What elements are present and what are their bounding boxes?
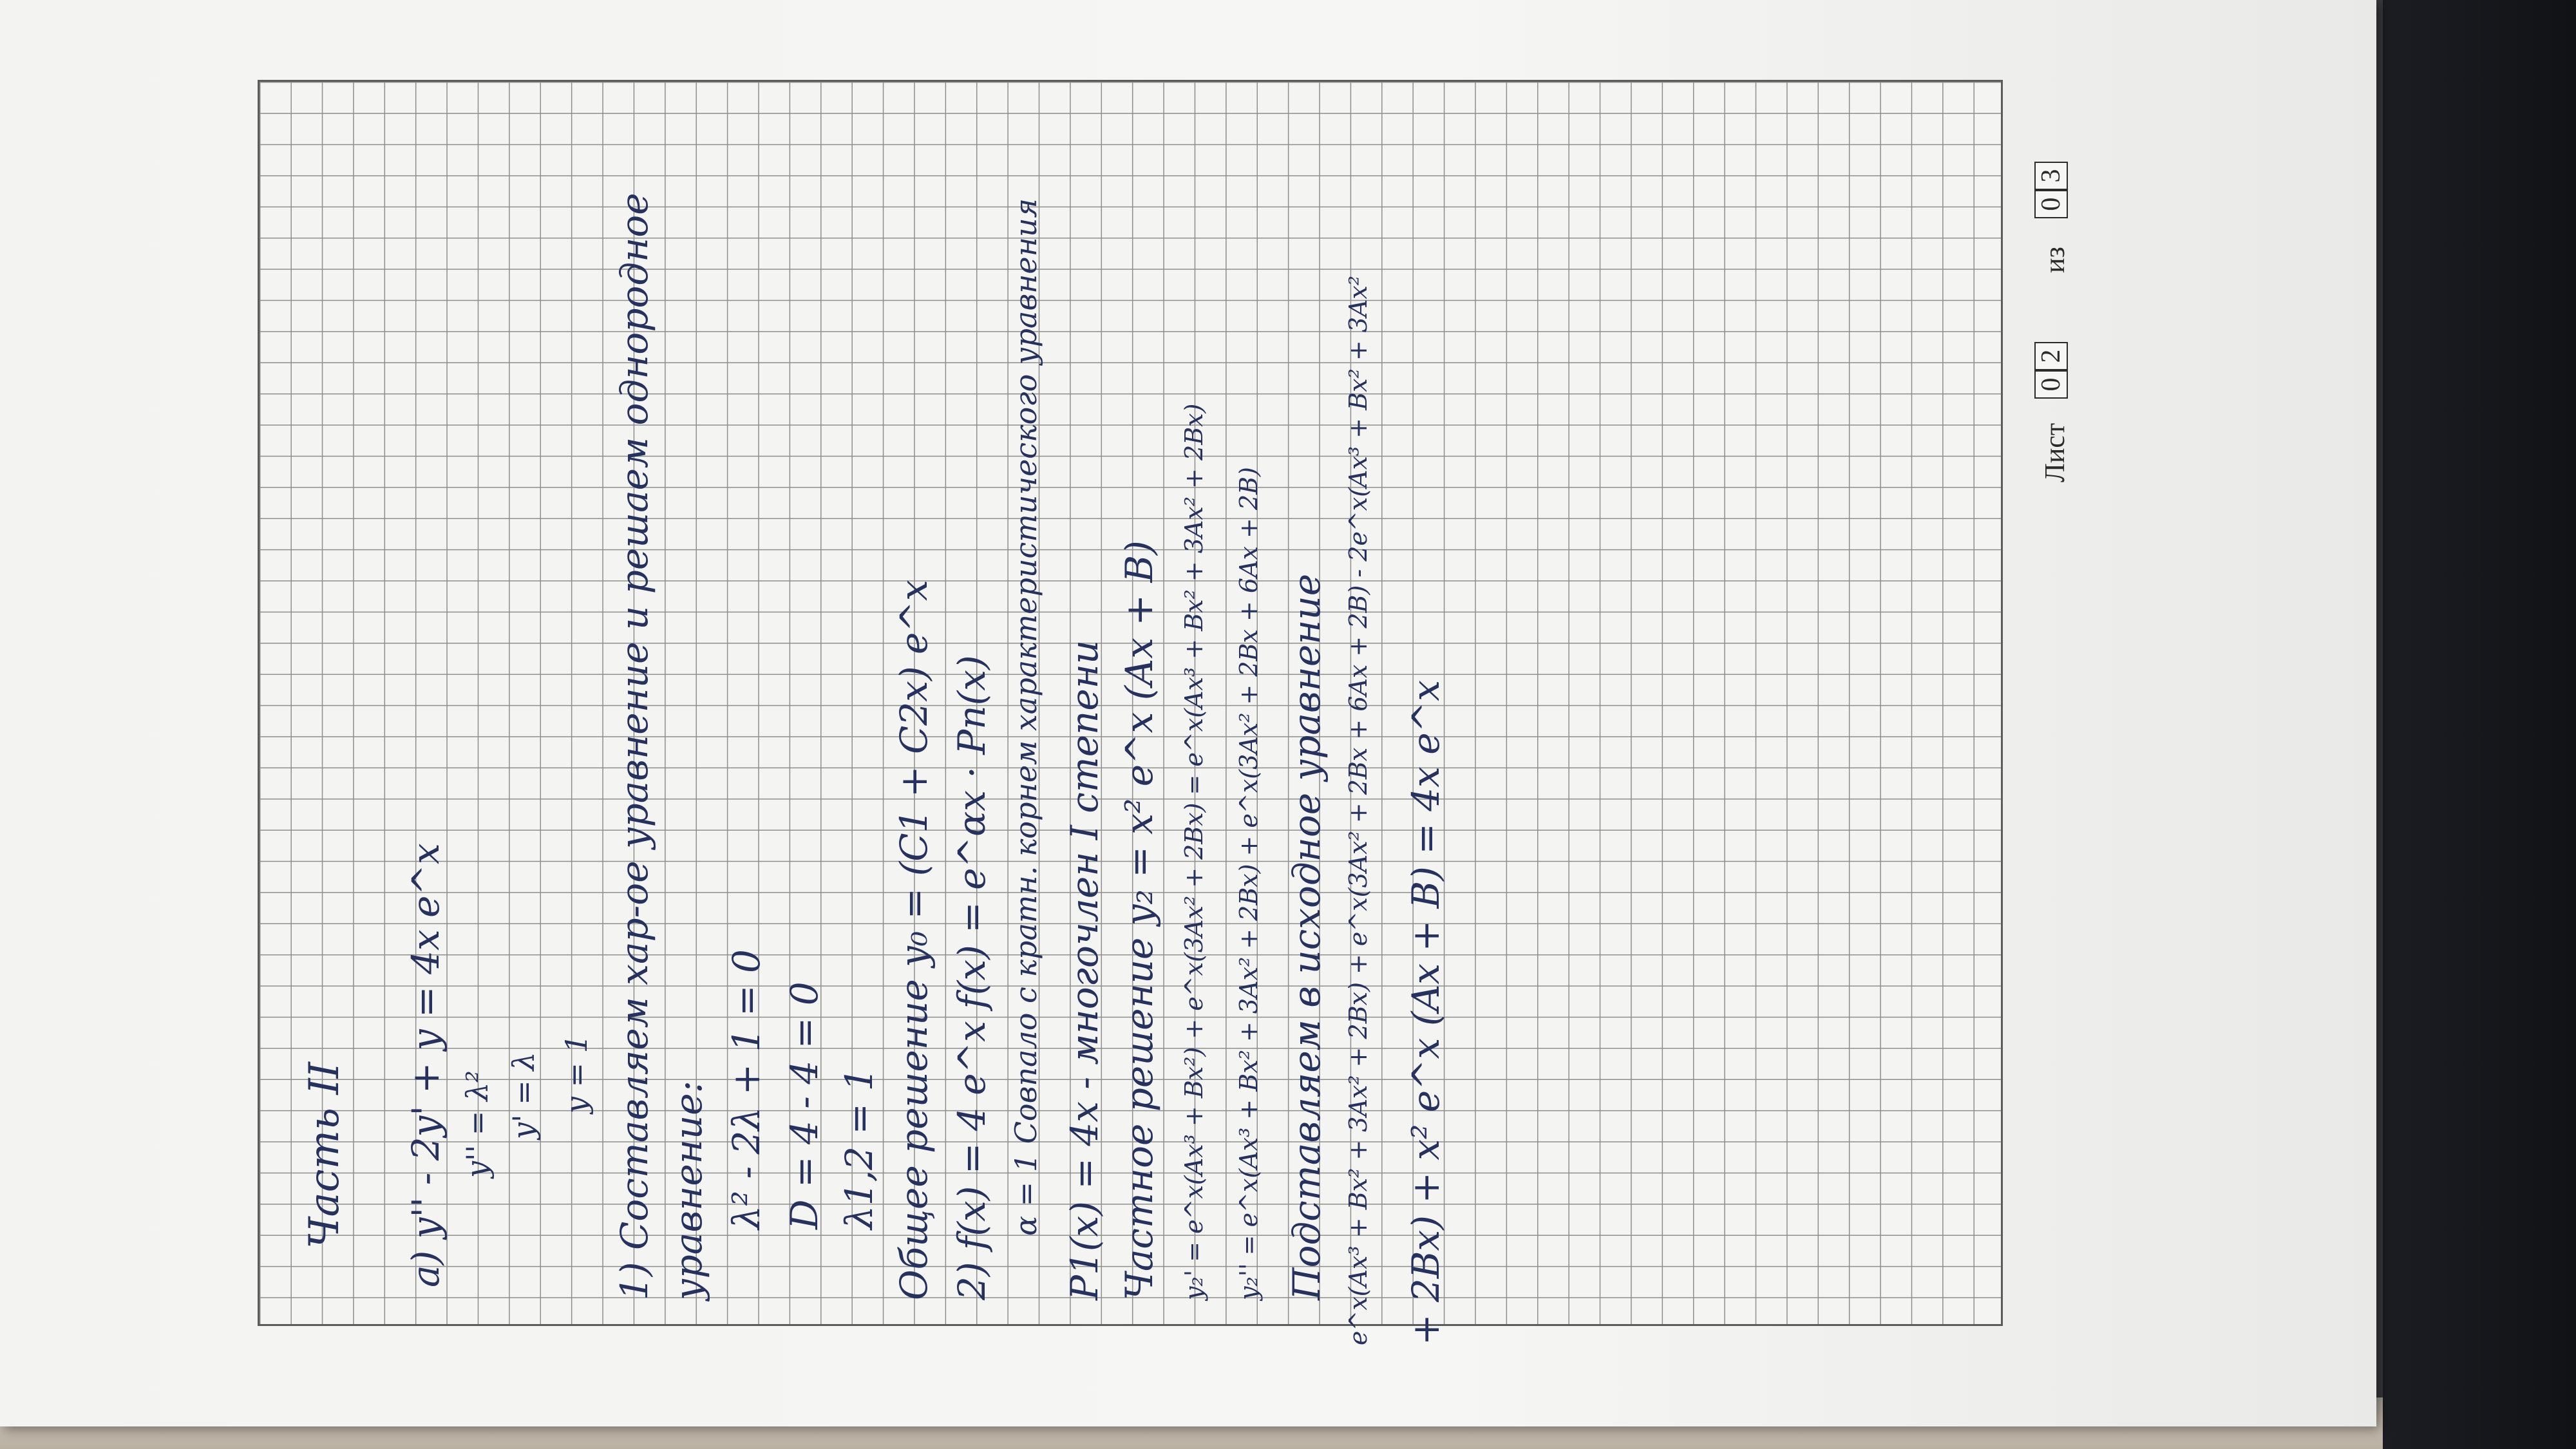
page-footer bbox=[2012, 80, 2103, 1326]
section-heading: Часть II bbox=[301, 1062, 348, 1249]
sheet-number-digit-2: 2 bbox=[2034, 342, 2068, 370]
dark-background bbox=[2383, 0, 2576, 1449]
line-characteristic-eq: λ² - 2λ + 1 = 0 bbox=[724, 949, 768, 1229]
line-substitution-result: + 2Bx) + x² e^x (Ax + B) = 4x e^x bbox=[1404, 680, 1448, 1345]
total-sheets-digit-2: 3 bbox=[2034, 162, 2068, 190]
line-particular-solution: Частное решение y₂ = x² e^x (Ax + B) bbox=[1117, 540, 1161, 1300]
line-polynomial: P1(x) = 4x - многочлен I степени bbox=[1063, 639, 1106, 1300]
line-substitution-y0: y = 1 bbox=[559, 1034, 594, 1113]
line-step-1: 1) Составляем хар-ое уравнение и решаем однородное bbox=[612, 193, 656, 1300]
line-step-2: 2) f(x) = 4 e^x f(x) = e^αx · Pn(x) bbox=[950, 655, 994, 1300]
total-sheets-digit-1: 0 bbox=[2034, 190, 2068, 218]
sheet-number-digit-1: 0 bbox=[2034, 370, 2068, 399]
of-label: из bbox=[2039, 247, 2070, 273]
line-general-solution: Общее решение y₀ = (C1 + C2x) e^x bbox=[892, 580, 936, 1300]
line-second-derivative: y₂'' = e^x(Ax³ + Bx² + 3Ax² + 2Bx) + e^x(3Ax² + 2Bx + 6Ax + 2B) bbox=[1235, 467, 1263, 1300]
line-step-1-cont: уравнение: bbox=[667, 1080, 710, 1300]
line-substitution-y1: y' = λ bbox=[506, 1052, 541, 1139]
line-substitution-y2: y'' = λ² bbox=[460, 1070, 495, 1178]
line-first-derivative: y₂' = e^x(Ax³ + Bx²) + e^x(3Ax² + 2Bx) = e^x(Ax³ + Bx² + 3Ax² + 2Bx) bbox=[1180, 403, 1208, 1300]
line-alpha: α = 1 Совпало с кратн. корнем характеристического уравнения bbox=[1009, 198, 1043, 1236]
line-substitution-expanded: e^x(Ax³ + Bx² + 3Ax² + 2Bx) + e^x(3Ax² + 2Bx + 6Ax + 2B) - 2e^x(Ax³ + Bx² + 3Ax² bbox=[1344, 275, 1372, 1345]
line-roots: λ1,2 = 1 bbox=[837, 1067, 881, 1229]
line-substitute: Подставляем в исходное уравнение bbox=[1285, 573, 1329, 1300]
handwritten-solution bbox=[258, 80, 2003, 1345]
line-discriminant: D = 4 - 4 = 0 bbox=[782, 981, 826, 1229]
sheet-label: Лист bbox=[2039, 422, 2070, 482]
line-equation: а) y'' - 2y' + y = 4x e^x bbox=[404, 843, 448, 1287]
